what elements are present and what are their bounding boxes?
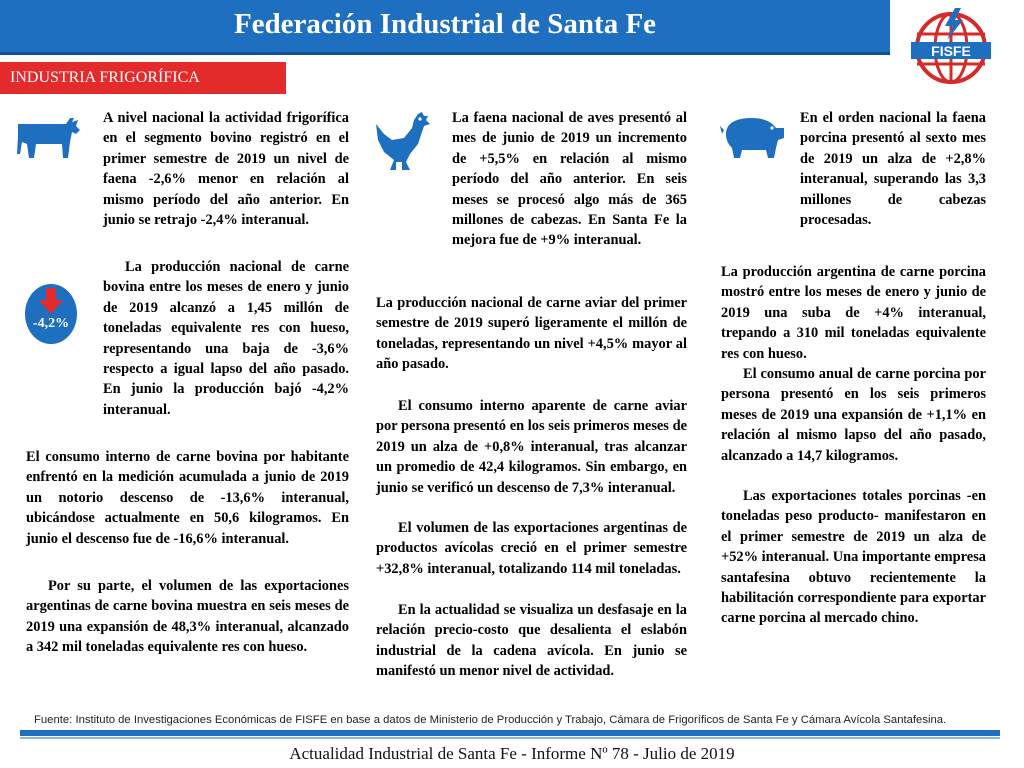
porcine-exports: Las exportaciones totales porcinas -en toneladas peso producto- manifestaron en el primer semestre de 2019 un alza de +52% interanual. Una importante empresa santafesina obtuvo recientemente la habilitación correspondiente para exportar carne porcina al mercado chino. <box>721 488 986 627</box>
page-title: Federación Industrial de Santa Fe <box>233 8 657 40</box>
poultry-current: En la actualidad se visualiza un desfasaje en la relación precio-costo que desalienta el eslabón industrial de la cadena avícola. En junio se manifestó un menor nivel de actividad. <box>376 602 687 680</box>
poultry-production: La producción nacional de carne aviar del primer semestre de 2019 superó ligeramente el millón de toneladas, representando un nivel +4,5% mayor al año pasado. <box>376 295 687 373</box>
bovine-intro: A nivel nacional la actividad frigorífica en el segmento bovino registró en el primer semestre de 2019 un nivel de faena -2,6% menor en relación al mismo período del año anterior. En junio se retrajo -2,4% interanual. <box>103 110 349 229</box>
logo-text: FISFE <box>931 43 971 59</box>
cow-icon <box>14 114 82 160</box>
fisfe-logo <box>905 6 997 86</box>
bovine-consumption: El consumo interno de carne bovina por habitante enfrentó en la medición acumulada a junio de 2019 un notorio descenso de -13,6% interanual, ubicándose actualmente en 50,6 kilogramos. En junio el descenso fue de -16,6% interanual. <box>26 449 349 547</box>
porcine-intro: En el orden nacional la faena porcina presentó al sexto mes de 2019 un alza de +2,8% interanual, superando las 3,3 millones de cabezas procesadas. <box>800 110 986 229</box>
poultry-intro: La faena nacional de aves presentó al mes de junio de 2019 un incremento de +5,5% en relación al mismo período del año anterior. En seis meses se procesó algo más de 365 millones de cabezas. En Santa Fe la mejora fue de +9% interanual. <box>452 110 687 249</box>
header-bar <box>0 0 890 55</box>
porcine-consumption: El consumo anual de carne porcina por persona presentó en los seis primeros meses de 2019 una expansión de +1,1% en relación al mismo lapso del año pasado, alcanzado a 14,7 kilogramos. <box>721 366 986 464</box>
poultry-exports: El volumen de las exportaciones argentinas de productos avícolas creció en el primer semestre +32,8% interanual, totalizando 114 mil toneladas. <box>376 520 687 577</box>
section-tag: INDUSTRIA FRIGORÍFICA <box>0 62 286 94</box>
down-arrow-icon <box>39 288 63 314</box>
bovine-production: La producción nacional de carne bovina entre los meses de enero y junio de 2019 alcanzó a 1,45 millón de toneladas equivalente res con hueso, representando una baja de -3,6% respecto a igual lapso del año pasado. En junio la producción bajó -4,2% interanual. <box>103 259 349 418</box>
chicken-icon <box>374 110 432 174</box>
report-title: Actualidad Industrial de Santa Fe - Informe Nº 78 - Julio de 2019 <box>289 744 735 763</box>
source-note: Fuente: Instituto de Investigaciones Económicas de FISFE en base a datos de Ministerio de Producción y Trabajo, Cámara de Frigoríficos de Santa Fe y Cámara Avícola Santafesina. <box>34 714 947 726</box>
footer-divider-light <box>20 737 1000 739</box>
bovine-exports: Por su parte, el volumen de las exportaciones argentinas de carne bovina muestra en seis meses de 2019 una expansión de 48,3% interanual, alcanzado a 342 mil toneladas equivalente res con hueso. <box>26 578 349 656</box>
decline-badge-value: -4,2% <box>32 316 70 331</box>
poultry-consumption: El consumo interno aparente de carne aviar por persona presentó en los seis primeros meses de 2019 un alza de +0,8% interanual, tras alcanzar un promedio de 42,4 kilogramos. Sin embargo, en junio se verificó un descenso de 7,3% interanual. <box>376 398 687 496</box>
pig-icon <box>720 114 786 160</box>
footer-divider <box>20 730 1000 736</box>
porcine-production: La producción argentina de carne porcina mostró entre los meses de enero y junio de 2019 una suba de +4% interanual, trepando a 310 mil toneladas equivalente res con hueso. <box>721 264 986 362</box>
decline-badge <box>25 284 77 344</box>
